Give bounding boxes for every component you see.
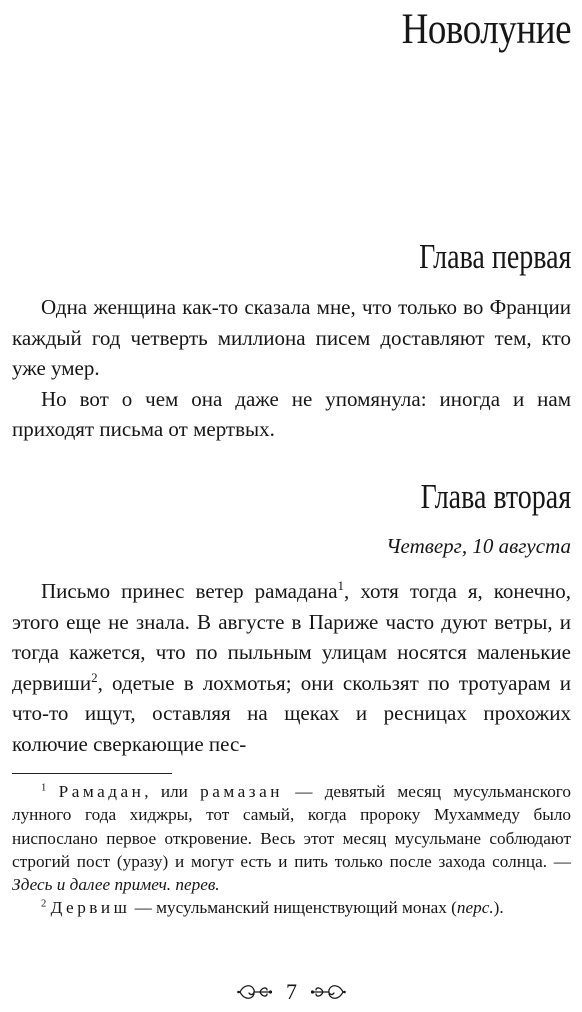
footnote-reference-2: 2 [91,669,98,685]
footnotes [12,780,571,920]
chapter-two-paragraph-1 [12,576,571,759]
footnote-term: Дервиш [50,898,131,918]
footnote-text-part: ). [493,898,504,918]
book-page [12,0,571,1012]
chapter-one-paragraph-1: Одна женщина как-то сказала мне, что только во Франции каждый год четверть миллиона писем доставляют тем, кто уже умер. [12,295,571,380]
scroll-ornament-right-icon [309,980,347,1004]
paragraph-text-part: , одетые в лохмотья; они скользят по тротуарам и что-то ищут, оставляя на щеках и ресницах прохожих колючие сверкающие пес- [12,670,571,756]
page-number: 7 [286,979,297,1004]
footnote-text-part: — девятый месяц мусульманского лунного года хиджры, тот самый, когда пророку Мухаммеду было ниспослано первое откровение. Весь этот месяц мусульмане соблюдают строгий пост (уразу) и могут есть и пить только после захода солнца. — [12,782,572,871]
running-title: Новолуние [401,6,571,53]
footnote-reference-1: 1 [337,578,345,593]
paragraph-text-part: Письмо принес ветер рамадана [41,579,338,603]
footnote-term: Рамадан [58,782,145,801]
footnote-marker-1: 1 [41,782,47,794]
scroll-ornament-left-icon [236,980,274,1004]
translator-note: Здесь и далее примеч. перев. [12,875,220,895]
chapter-two-dateline: Четверг, 10 августа [386,534,571,558]
chapter-one-paragraph-2: Но вот о чем она даже не упомянула: иногда и нам приходят письма от мертвых. [12,386,571,441]
footnote-text-part: — мусульманский нищенствующий монах ( [130,898,457,918]
chapter-two-title: Глава вторая [420,477,571,516]
footnote-divider [12,773,172,774]
footnote-marker-2: 2 [41,898,47,910]
footnote-term: рамазан [200,782,283,801]
paragraph-text-part: , хотя тогда я, конечно, этого еще не знала. В августе в Париже часто дуют ветры, и тогда кажется, что по пыльным улицам носятся маленькие дервиши [12,579,572,695]
footnote-1 [12,780,571,896]
page-footer [12,975,571,1009]
chapter-one-title: Глава первая [418,237,571,276]
language-abbreviation: перс. [456,898,494,918]
footnote-2 [12,896,571,919]
footnote-text-part: , или [144,782,201,801]
chapter-two-body [12,576,571,759]
chapter-one-body [12,292,571,445]
